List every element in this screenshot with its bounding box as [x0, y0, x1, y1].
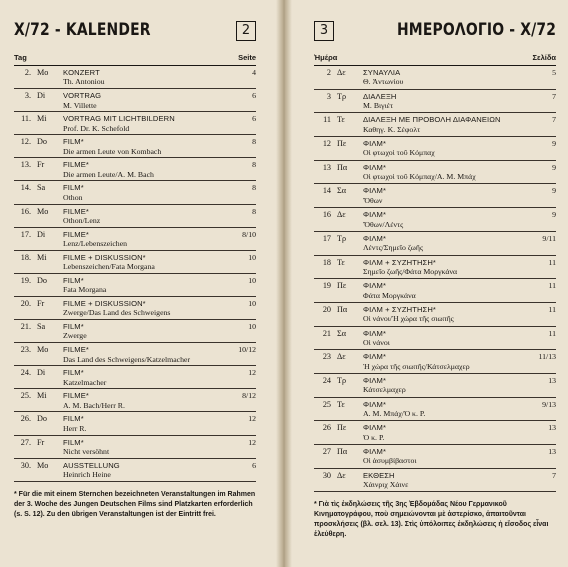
- event-page: 9: [552, 186, 556, 196]
- event-weekday: Δε: [337, 470, 346, 480]
- event-day: 12: [322, 139, 331, 149]
- event-weekday: Mo: [37, 206, 49, 216]
- event-row: [314, 90, 556, 114]
- event-text: [63, 68, 230, 87]
- event-text: [363, 115, 530, 134]
- event-weekday: Di: [37, 229, 46, 239]
- event-subtitle: Nicht versöhnt: [63, 446, 110, 456]
- event-title: ΦΙΛΜ*: [363, 162, 387, 172]
- event-page: 10: [248, 322, 256, 332]
- page-title: X/72 - KALENDER: [14, 20, 151, 40]
- event-subtitle: Das Land des Schweigens/Katzelmacher: [63, 354, 191, 364]
- event-text: [363, 186, 530, 205]
- event-row: [314, 279, 556, 303]
- event-title: FILME*: [63, 391, 89, 401]
- event-day: 14.: [20, 183, 31, 193]
- event-row: [14, 181, 256, 204]
- event-text: [363, 139, 530, 158]
- event-day: 18: [322, 257, 331, 267]
- event-subtitle: Zwerge: [63, 331, 87, 341]
- event-row: [14, 158, 256, 181]
- event-subtitle: Καθηγ. Κ. Σέφολτ: [363, 124, 421, 134]
- event-row: [314, 374, 556, 398]
- event-row: [314, 445, 556, 469]
- event-day: 2.: [24, 68, 31, 77]
- event-row: [14, 274, 256, 297]
- event-day: 16.: [20, 206, 31, 216]
- event-text: [363, 258, 530, 277]
- event-title: ΦΙΛΜ*: [363, 328, 387, 338]
- page-number-box: 2: [236, 21, 256, 41]
- event-text: [63, 368, 230, 387]
- event-day: 25.: [20, 391, 31, 401]
- event-page: 10: [248, 298, 256, 308]
- event-weekday: Sa: [37, 322, 46, 332]
- event-subtitle: Οἱ νάνοι/Ἡ χώρα τῆς σιωπῆς: [363, 314, 454, 324]
- event-subtitle: A. M. Bach/Herr R.: [63, 400, 125, 410]
- event-subtitle: Ὄθων: [363, 195, 383, 205]
- event-weekday: Τε: [337, 399, 345, 409]
- event-subtitle: Ὄθων/Λέντς: [363, 219, 404, 229]
- event-subtitle: Lebenszeichen/Fata Morgana: [63, 262, 155, 272]
- event-weekday: Sa: [37, 183, 46, 193]
- event-weekday: Di: [37, 91, 46, 101]
- event-subtitle: Ὁ κ. Ρ.: [363, 432, 385, 442]
- event-weekday: Τρ: [337, 233, 347, 243]
- event-row: [314, 66, 556, 90]
- event-day: 12.: [20, 137, 31, 147]
- event-page: 9: [552, 139, 556, 149]
- event-subtitle: Fata Morgana: [63, 285, 107, 295]
- event-subtitle: Th. Antoniou: [63, 77, 105, 87]
- event-text: [363, 210, 530, 229]
- event-title: ΦΙΛΜ*: [363, 447, 387, 456]
- event-subtitle: Heinrich Heine: [63, 470, 111, 479]
- event-title: FILME + DISKUSSION*: [63, 252, 146, 262]
- event-page: 11: [548, 281, 556, 291]
- event-subtitle: Οἱ ἀσυμβίβαστοι: [363, 456, 417, 466]
- event-text: [63, 207, 230, 226]
- event-title: ΦΙΛΜ*: [363, 233, 387, 243]
- event-title: FILM*: [63, 414, 84, 424]
- event-weekday: Τρ: [337, 91, 347, 101]
- event-page: 9/13: [542, 399, 556, 409]
- event-day: 16: [322, 210, 331, 220]
- event-day: 30: [322, 470, 331, 480]
- event-title: FILME*: [63, 206, 89, 216]
- event-page: 10/12: [238, 345, 256, 355]
- event-text: [63, 438, 230, 457]
- event-title: ΦΙΛΜ*: [363, 423, 387, 433]
- event-page: 8: [252, 183, 256, 193]
- event-list: [14, 66, 256, 482]
- event-day: 20.: [20, 298, 31, 308]
- event-text: [363, 92, 530, 111]
- event-page: 8: [252, 160, 256, 170]
- event-day: 3.: [24, 91, 31, 101]
- event-row: [314, 113, 556, 137]
- event-title: KONZERT: [63, 68, 100, 77]
- event-day: 20: [322, 304, 331, 314]
- event-title: ΕΚΘΕΣΗ: [363, 470, 395, 480]
- event-day: 2: [326, 68, 331, 77]
- event-text: [363, 163, 530, 182]
- event-title: FILME*: [63, 345, 89, 355]
- event-text: [63, 299, 230, 318]
- event-page: 7: [552, 115, 556, 125]
- event-row: [14, 251, 256, 274]
- event-page: 11: [548, 304, 556, 314]
- event-text: [363, 400, 530, 419]
- col-page-label: Seite: [238, 53, 256, 62]
- event-text: [63, 230, 230, 249]
- event-subtitle: Herr R.: [63, 423, 87, 433]
- event-page: 12: [248, 414, 256, 424]
- event-weekday: Δε: [337, 68, 346, 77]
- col-day-label: Tag: [14, 53, 27, 62]
- event-row: [314, 256, 556, 280]
- event-text: [63, 391, 230, 410]
- event-weekday: Mo: [37, 345, 49, 355]
- event-text: [63, 91, 230, 110]
- event-subtitle: Λέντς/Σημεῖο ζωῆς: [363, 243, 424, 253]
- event-day: 26.: [20, 414, 31, 424]
- event-subtitle: Οἱ νάνοι: [363, 337, 390, 347]
- event-row: [14, 459, 256, 482]
- event-subtitle: Othon/Lenz: [63, 215, 101, 225]
- event-title: ΔΙΑΛΕΞΗ ΜΕ ΠΡΟΒΟΛΗ ΔΙΑΦΑΝΕΙΩΝ: [363, 115, 501, 125]
- event-page: 11: [548, 328, 556, 338]
- event-weekday: Σα: [337, 186, 347, 196]
- event-text: [363, 471, 530, 490]
- event-row: [314, 469, 556, 493]
- event-day: 23: [322, 352, 331, 362]
- left-header: [14, 18, 256, 46]
- event-row: [14, 412, 256, 435]
- event-title: ΦΙΛΜ*: [363, 352, 387, 362]
- event-day: 24.: [20, 368, 31, 378]
- event-subtitle: Φάτα Μοργκάνα: [363, 290, 416, 300]
- event-page: 8/10: [242, 229, 256, 239]
- event-subtitle: Zwerge/Das Land des Schweigens: [63, 308, 171, 318]
- event-text: [63, 322, 230, 341]
- event-title: ΣΥΝΑΥΛΙΑ: [363, 68, 401, 77]
- footnote: * Γιὰ τὶς ἐκδηλώσεις τῆς 3ης Ἑβδομάδας Νέου Γερμανικοῦ Κινηματογράφου, ποὺ σημειώνονται μὲ ἀστερίσκο, ἀπαιτοῦνται προσκλήσεις (βλ. σελ. 13). Στὶς ὑπόλοιπες ἐκδηλώσεις ἡ εἴσοδος εἶναι ἐλεύθερη.: [314, 501, 549, 539]
- right-header: [314, 18, 556, 46]
- event-subtitle: Katzelmacher: [63, 377, 107, 387]
- event-day: 21.: [20, 322, 31, 332]
- event-subtitle: M. Villette: [63, 100, 97, 110]
- event-text: [363, 352, 530, 371]
- event-page: 12: [248, 368, 256, 378]
- event-subtitle: Χάινριχ Χάινε: [363, 480, 409, 490]
- event-row: [14, 389, 256, 412]
- event-weekday: Fr: [37, 437, 45, 447]
- event-day: 27: [322, 447, 331, 456]
- event-text: [63, 114, 230, 133]
- event-weekday: Di: [37, 368, 46, 378]
- event-title: ΦΙΛΜ*: [363, 186, 387, 196]
- event-subtitle: Lenz/Lebenszeichen: [63, 239, 128, 249]
- event-row: [314, 161, 556, 185]
- event-day: 26: [322, 423, 331, 433]
- col-day-label: Ἡμέρα: [314, 53, 338, 62]
- event-text: [63, 276, 230, 295]
- event-title: ΦΙΛΜ*: [363, 210, 387, 220]
- event-row: [314, 303, 556, 327]
- event-row: [314, 350, 556, 374]
- event-row: [314, 398, 556, 422]
- event-weekday: Mi: [37, 252, 47, 262]
- event-title: FILME + DISKUSSION*: [63, 298, 146, 308]
- event-weekday: Πε: [337, 423, 347, 433]
- event-day: 21: [322, 328, 331, 338]
- event-text: [63, 253, 230, 272]
- event-weekday: Πε: [337, 281, 347, 291]
- event-subtitle: Μ. Βιγιέτ: [363, 101, 394, 111]
- event-row: [14, 89, 256, 112]
- event-title: FILM*: [63, 137, 84, 147]
- event-page: 7: [552, 470, 556, 480]
- event-text: [63, 183, 230, 202]
- event-weekday: Τε: [337, 257, 345, 267]
- event-page: 11/13: [538, 352, 556, 362]
- event-text: [63, 160, 230, 179]
- event-weekday: Do: [37, 275, 48, 285]
- event-title: VORTRAG: [63, 91, 102, 101]
- event-subtitle: Prof. Dr. K. Schefold: [63, 123, 130, 133]
- event-text: [63, 137, 230, 156]
- event-row: [14, 436, 256, 459]
- event-page: 9/11: [542, 233, 556, 243]
- event-day: 25: [322, 399, 331, 409]
- event-subtitle: Ἡ χώρα τῆς σιωπῆς/Κάτσελμαχερ: [363, 361, 470, 371]
- event-text: [363, 423, 530, 442]
- event-day: 11: [323, 115, 331, 125]
- event-day: 13.: [20, 160, 31, 170]
- event-title: ΦΙΛΜ + ΣΥΖΗΤΗΣΗ*: [363, 257, 436, 267]
- event-weekday: Fr: [37, 298, 45, 308]
- event-title: FILM*: [63, 322, 84, 332]
- col-page-label: Σελίδα: [532, 53, 556, 62]
- event-row: [314, 327, 556, 351]
- event-day: 13: [322, 162, 331, 172]
- event-page: 10: [248, 252, 256, 262]
- event-day: 27.: [20, 437, 31, 447]
- book-gutter: [276, 0, 292, 567]
- event-page: 7: [552, 91, 556, 101]
- event-page: 9: [552, 210, 556, 220]
- event-text: [363, 305, 530, 324]
- event-day: 14: [322, 186, 331, 196]
- event-row: [14, 135, 256, 158]
- event-text: [63, 461, 230, 480]
- event-row: [14, 112, 256, 135]
- event-title: ΦΙΛΜ + ΣΥΖΗΤΗΣΗ*: [363, 304, 436, 314]
- event-text: [363, 376, 530, 395]
- event-row: [314, 421, 556, 445]
- event-title: ΔΙΑΛΕΞΗ: [363, 91, 397, 101]
- event-row: [14, 205, 256, 228]
- event-subtitle: Die armen Leute von Kombach: [63, 146, 162, 156]
- event-day: 30.: [20, 460, 31, 470]
- event-page: 5: [552, 68, 556, 77]
- event-row: [314, 184, 556, 208]
- event-row: [314, 208, 556, 232]
- event-row: [14, 320, 256, 343]
- event-page: 8/12: [242, 391, 256, 401]
- event-weekday: Τρ: [337, 375, 347, 385]
- event-weekday: Do: [37, 414, 48, 424]
- event-subtitle: Othon: [63, 192, 83, 202]
- event-title: FILM*: [63, 437, 84, 447]
- event-title: FILM*: [63, 275, 84, 285]
- right-page-greek: [284, 0, 568, 567]
- footnote: * Für die mit einem Sternchen bezeichneten Veranstaltungen im Rahmen der 3. Woche des Jungen Deutschen Films sind Platzkarten erforderlich (s. S. 12). Zu den übrigen Veranstaltungen ist der Eintritt frei.: [14, 490, 256, 518]
- event-subtitle: Α. Μ. Μπάχ/Ὁ κ. Ρ.: [363, 409, 426, 419]
- event-text: [63, 414, 230, 433]
- event-day: 19.: [20, 275, 31, 285]
- event-weekday: Πα: [337, 162, 348, 172]
- event-page: 6: [252, 91, 256, 101]
- event-subtitle: Οἱ φτωχοὶ τοῦ Κόμπαχ: [363, 148, 435, 158]
- event-day: 19: [322, 281, 331, 291]
- event-title: ΦΙΛΜ*: [363, 399, 387, 409]
- event-row: [14, 343, 256, 366]
- event-day: 3: [326, 91, 331, 101]
- event-title: FILME*: [63, 160, 89, 170]
- event-title: FILME*: [63, 229, 89, 239]
- event-list: [314, 66, 556, 492]
- event-weekday: Πα: [337, 304, 348, 314]
- event-row: [14, 297, 256, 320]
- column-header: [314, 50, 556, 66]
- event-text: [363, 329, 530, 348]
- event-weekday: Πα: [337, 447, 348, 456]
- event-text: [63, 345, 230, 364]
- event-title: ΦΙΛΜ*: [363, 139, 387, 149]
- event-weekday: Do: [37, 137, 48, 147]
- event-row: [314, 232, 556, 256]
- event-subtitle: Θ. Ἀντωνίου: [363, 77, 404, 87]
- event-subtitle: Κάτσελμαχερ: [363, 385, 406, 395]
- event-weekday: Δε: [337, 352, 346, 362]
- page-title: ΗΜΕΡΟΛΟΓΙΟ - X/72: [396, 20, 556, 40]
- event-day: 23.: [20, 345, 31, 355]
- event-weekday: Σα: [337, 328, 347, 338]
- event-subtitle: Οἱ φτωχοὶ τοῦ Κόμπαχ/Α. Μ. Μπάχ: [363, 172, 476, 182]
- event-weekday: Mo: [37, 68, 49, 77]
- event-subtitle: Die armen Leute/A. M. Bach: [63, 169, 154, 179]
- event-title: ΦΙΛΜ*: [363, 375, 387, 385]
- event-page: 13: [548, 447, 556, 456]
- event-page: 8: [252, 137, 256, 147]
- event-page: 10: [248, 275, 256, 285]
- event-weekday: Τε: [337, 115, 345, 125]
- column-header: [14, 50, 256, 66]
- event-page: 13: [548, 375, 556, 385]
- event-text: [363, 281, 530, 300]
- event-page: 6: [252, 114, 256, 124]
- event-page: 11: [548, 257, 556, 267]
- event-row: [14, 366, 256, 389]
- event-day: 17.: [20, 229, 31, 239]
- event-day: 24: [322, 375, 331, 385]
- event-day: 18.: [20, 252, 31, 262]
- event-weekday: Fr: [37, 160, 45, 170]
- event-text: [363, 447, 530, 466]
- event-day: 11.: [21, 114, 31, 124]
- event-title: VORTRAG MIT LICHTBILDERN: [63, 114, 175, 124]
- event-page: 13: [548, 423, 556, 433]
- event-weekday: Mi: [37, 114, 47, 124]
- event-weekday: Δε: [337, 210, 346, 220]
- event-title: ΦΙΛΜ*: [363, 281, 387, 291]
- event-row: [14, 66, 256, 89]
- event-row: [314, 137, 556, 161]
- event-text: [363, 68, 530, 87]
- event-weekday: Mi: [37, 391, 47, 401]
- event-title: FILM*: [63, 368, 84, 378]
- event-page: 8: [252, 206, 256, 216]
- event-text: [363, 234, 530, 253]
- event-subtitle: Σημεῖο ζωῆς/Φάτα Μοργκάνα: [363, 266, 458, 276]
- event-row: [14, 228, 256, 251]
- event-page: 9: [552, 162, 556, 172]
- event-day: 17: [322, 233, 331, 243]
- event-page: 4: [252, 68, 256, 77]
- event-title: AUSSTELLUNG: [63, 460, 120, 470]
- event-title: FILM*: [63, 183, 84, 193]
- page-number-box: 3: [314, 21, 334, 41]
- event-page: 6: [252, 460, 256, 470]
- event-weekday: Mo: [37, 460, 49, 470]
- event-weekday: Πε: [337, 139, 347, 149]
- event-page: 12: [248, 437, 256, 447]
